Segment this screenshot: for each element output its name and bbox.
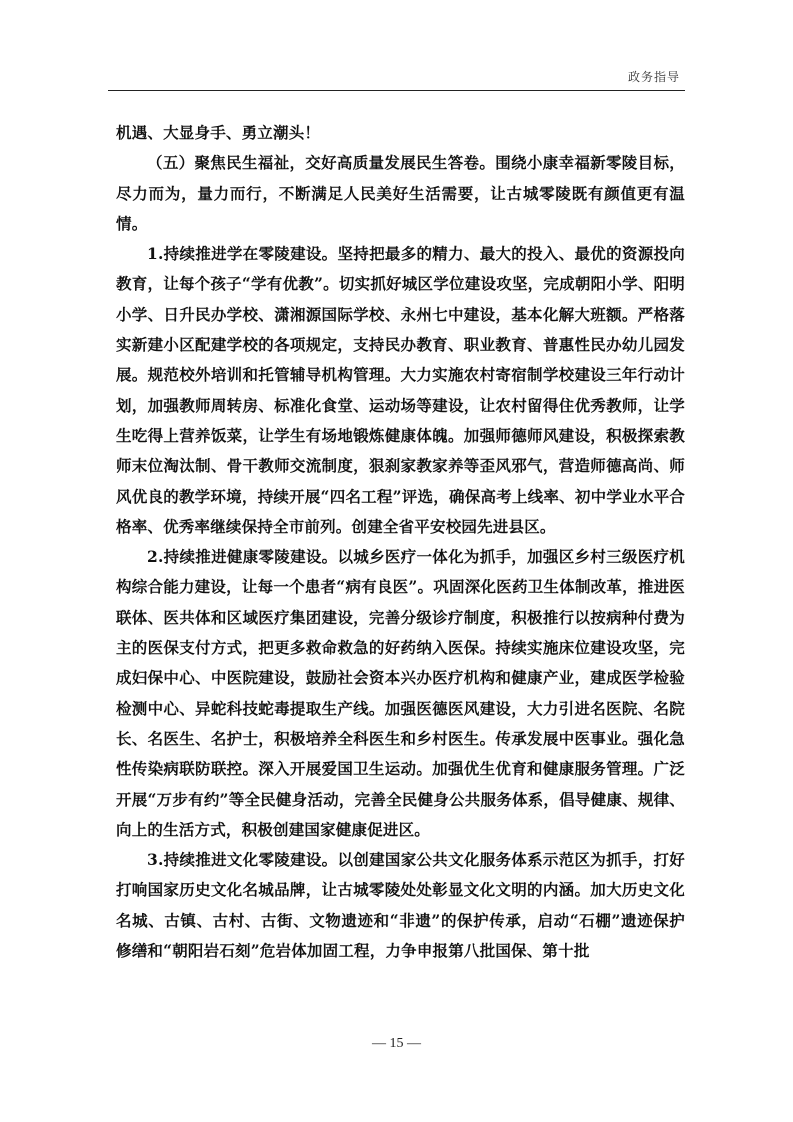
header-divider <box>108 90 685 91</box>
running-header: 政务指导 <box>627 70 680 84</box>
paragraph-education: 1.持续推进学在零陵建设。坚持把最多的精力、最大的投入、最优的资源投向教育，让每个孩子“学有优教”。切实抓好城区学位建设攻坚，完成朝阳小学、阳明小学、日升民办学校、潇湘源国际学校、永州七中建设，基本化解大班额。严格落实新建小区配建学校的各项规定，支持民办教育、职业教育、普惠性民办幼儿园发展。规范校外培训和托管辅导机构管理。大力实施农村寄宿制学校建设三年行动计划，加强教师周转房、标准化食堂、运动场等建设，让农村留得住优秀教师，让学生吃得上营养饭菜，让学生有场地锻炼健康体魄。加强师德师风建设，积极探索教师末位淘汰制、骨干教师交流制度，狠刹家教家养等歪风邪气，营造师德高尚、师风优良的教学环境，持续开展“四名工程”评选，确保高考上线率、初中学业水平合格率、优秀率继续保持全市前列。创建全省平安校园先进县区。 <box>116 244 685 536</box>
paragraph-section-five: （五）聚焦民生福祉，交好高质量发展民生答卷。围绕小康幸福新零陵目标，尽力而为，量力而行，不断满足人民美好生活需要，让古城零陵既有颜值更有温情。 <box>116 153 685 233</box>
paragraph-health: 2.持续推进健康零陵建设。以城乡医疗一体化为抓手，加强区乡村三级医疗机构综合能力建设，让每一个患者“病有良医”。巩固深化医药卫生体制改革，推进医联体、医共体和区域医疗集团建设，完善分级诊疗制度，积极推行以按病种付费为主的医保支付方式，把更多救命救急的好药纳入医保。持续实施床位建设攻坚，完成妇保中心、中医院建设，鼓励社会资本兴办医疗机构和健康产业，建成医学检验检测中心、异蛇科技蛇毒提取生产线。加强医德医风建设，大力引进名医院、名院长、名医生、名护士，积极培养全科医生和乡村医生。传承发展中医事业。强化急性传染病联防联控。深入开展爱国卫生运动。加强优生优育和健康服务管理。广泛开展“万步有约”等全民健身活动，完善全民健身公共服务体系，倡导健康、规律、向上的生活方式，积极创建国家健康促进区。 <box>116 547 685 839</box>
paragraph-continuation: 机遇、大显身手、勇立潮头！ <box>116 123 321 142</box>
page-number: — 15 — <box>372 1036 421 1051</box>
paragraph-culture: 3.持续推进文化零陵建设。以创建国家公共文化服务体系示范区为抓手，打好打响国家历史文化名城品牌，让古城零陵处处彰显文化文明的内涵。加大历史文化名城、古镇、古村、古街、文物遗迹和“非遗”的保护传承，启动“石棚”遗迹保护修缮和“朝阳岩石刻”危岩体加固工程，力争申报第八批国保、第十批 <box>116 850 685 961</box>
document-body <box>116 118 685 966</box>
